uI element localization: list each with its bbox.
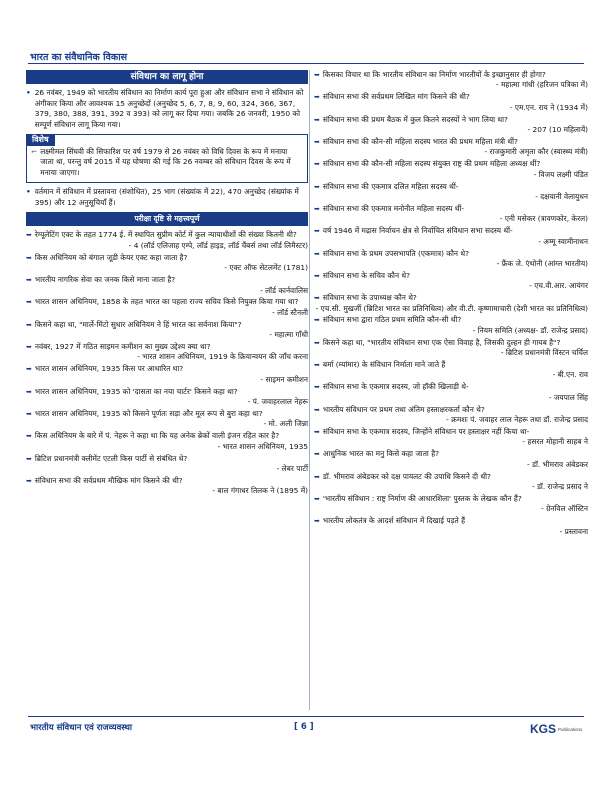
question-arrow-icon: ➥: [314, 383, 320, 392]
qa-item: [314, 226, 588, 247]
question-arrow-icon: ➥: [314, 93, 320, 102]
question-text: संविधान सभा के एकमात्र सदस्य, जो हॉकी खिलाड़ी थे-: [322, 382, 469, 392]
answer-text: - एच.वी.आर. आयंगर: [529, 281, 588, 291]
logo-subtext: Publications: [558, 726, 583, 732]
qa-item: [314, 405, 588, 426]
qa-item: [314, 137, 588, 158]
question-arrow-icon: ➥: [314, 450, 320, 459]
question: [26, 364, 308, 374]
answer-text: - ग्रेनविल ऑस्टिन: [541, 504, 588, 514]
question: [314, 271, 588, 281]
question-arrow-icon: ➥: [314, 361, 320, 370]
question-arrow-icon: ➥: [26, 298, 32, 307]
question-arrow-icon: ➥: [314, 160, 320, 169]
question: [26, 297, 308, 307]
question-text: भारतीय संविधान पर प्रथम तथा अंतिम हस्ताक्षरकर्ता कौन थे?: [322, 404, 485, 414]
question-arrow-icon: ➥: [26, 320, 32, 329]
question-text: किसने कहा था, "भारतीय संविधान सभा एक ऐसा विवाह है, जिसकी दुल्हन ही गायब है"?: [322, 337, 561, 347]
question-text: संविधान सभा के सचिव कौन थे?: [322, 270, 411, 280]
question-arrow-icon: ➥: [26, 387, 32, 396]
question-arrow-icon: ➥: [314, 405, 320, 414]
question: [314, 360, 588, 370]
question-arrow-icon: ➥: [314, 271, 320, 280]
question: [314, 293, 588, 303]
qa-item: [314, 92, 588, 113]
qa-item: [314, 494, 588, 515]
section-title: संविधान का लागू होना: [26, 70, 308, 84]
qa-item: [314, 293, 588, 314]
question-arrow-icon: ➥: [314, 428, 320, 436]
qa-item: [26, 230, 308, 251]
answer-text: - महात्मा गांधी (हरिजन पत्रिका में): [495, 80, 588, 90]
qa-item: [314, 427, 588, 448]
exam-section-title: परीक्षा दृष्टि से महत्त्वपूर्ण: [26, 212, 308, 226]
qa-item: [314, 449, 588, 470]
question: [314, 70, 588, 80]
question-arrow-icon: ➥: [26, 253, 32, 262]
answer-text: - दक्षयानी वेलायुधन: [535, 191, 588, 201]
answer-text: - भारत शासन अधिनियम, 1919 के क्रियान्वयन की जाँच करना: [137, 352, 308, 362]
question-arrow-icon: ➥: [26, 276, 32, 285]
question-text: संविधान सभा की सर्वप्रथम मौखिक मांग किसने की थी?: [34, 475, 183, 485]
question-arrow-icon: ➥: [314, 494, 320, 503]
running-header: भारत का संवैधानिक विकास: [30, 52, 128, 63]
qa-item: [314, 159, 588, 180]
answer-text: - एम.एन. राय ने (1934 में): [509, 102, 588, 112]
footer-rule: [28, 716, 584, 717]
qa-item: [26, 387, 308, 408]
qa-item: [26, 409, 308, 430]
answer-text: - क्रमशः पं. जवाहर लाल नेहरू तथा डॉ. राजेन्द्र प्रसाद: [446, 415, 588, 425]
question-text: संविधान सभा की प्रथम बैठक में कुल कितने सदस्यों ने भाग लिया था?: [322, 114, 508, 124]
bullet-paragraph: [26, 187, 308, 208]
special-box: [26, 134, 308, 183]
question-text: भारत शासन अधिनियम, 1858 के तहत भारत का पहला राज्य सचिव किसे नियुक्त किया गया था?: [34, 297, 299, 307]
column-divider: [309, 70, 310, 710]
question-arrow-icon: ➥: [314, 338, 320, 347]
answer-text: - एच.सी. मुखर्जी (ब्रिटिश भारत का प्रतिनिधित्व) और वी.टी. कृष्णामाचारी (देशी भारत का प्रतिनिधित्व): [315, 303, 588, 313]
question-text: किसका विचार था कि भारतीय संविधान का निर्माण भारतीयों के इच्छानुसार ही होगा?: [322, 70, 546, 79]
question-arrow-icon: ➥: [26, 365, 32, 374]
answer-text: - बी.एन. राव: [552, 370, 588, 380]
question-arrow-icon: ➥: [314, 71, 320, 79]
question-text: किसने कहा था, "मार्ले-मिंटो सुधार अधिनियम ने हिं भारत का सर्वनाश किया"?: [34, 319, 242, 329]
question-text: भारत शासन अधिनियम, 1935 किस पर आधारित था?: [34, 364, 184, 374]
qa-item: [26, 253, 308, 274]
question-text: किस अधिनियम को बंगाल जूडी केयर एक्ट कहा जाता है?: [34, 252, 188, 262]
question-text: संविधान सभा के एकमात्र सदस्य, जिन्होंने संविधान पर हस्ताक्षर नहीं किया था-: [322, 427, 530, 436]
right-column: [314, 70, 588, 539]
qa-item: [26, 342, 308, 363]
qa-item: [26, 476, 308, 497]
question-list: [314, 70, 588, 537]
question: [26, 454, 308, 464]
question-arrow-icon: ➥: [314, 316, 320, 325]
question-text: रेग्यूलेटिंग एक्ट के तहत 1774 ई. में स्थापित सुप्रीम कोर्ट में कुल न्यायाधीशों की संख्या कितनी थी?: [34, 230, 297, 240]
qa-item: [314, 472, 588, 493]
question-list: [26, 230, 308, 496]
question-text: भारतीय लोकतंत्र के आदर्श संविधान में दिखाई पड़ते हैं: [322, 516, 466, 526]
qa-item: [314, 271, 588, 292]
answer-text: - मो. अली जिन्ना: [263, 419, 308, 429]
question-text: ब्रिटिश प्रधानमंत्री क्लीमेंट एटली किस पार्टी से संबंधित थे?: [34, 453, 188, 463]
answer-text: - लेबर पार्टी: [276, 464, 308, 473]
logo-text: KGS: [530, 722, 557, 736]
qa-item: [314, 182, 588, 203]
qa-item: [26, 364, 308, 385]
qa-item: [26, 454, 308, 475]
left-column: [26, 70, 308, 498]
question: [314, 159, 588, 169]
question: [26, 342, 308, 352]
question-text: संविधान सभा द्वारा गठित प्रथम समिति कौन-सी थी?: [322, 315, 462, 325]
answer-text: - भारत शासन अधिनियम, 1935: [217, 441, 308, 451]
question: [314, 315, 588, 325]
question: [26, 253, 308, 263]
qa-item: [26, 275, 308, 296]
answer-text: - अम्मू स्वामीनाथन: [538, 236, 588, 246]
answer-text: - हसरत मोहानी साहब ने: [522, 437, 588, 447]
answer-text: - बाल गंगाधर तिलक ने (1895 में): [212, 486, 308, 496]
question-text: डॉ. भीमराव अंबेडकर को दक्ष पायलट की उपाधि किसने दी थी?: [322, 471, 491, 481]
question: [314, 405, 588, 415]
bullet-text: 26 नवंबर, 1949 को भारतीय संविधान का निर्माण कार्य पूरा हुआ और संविधान सभा ने संविधान को अंगीकार किया और आवश्यक 15 अनुच्छेदों (अनुच्छेद 5, 6, 7, 8, 9, 60, 324, 366, 367, 379, 380, 388, 391, 392 व 393) को लागू कर दिया गया। जबकि 26 जनवरी, 1950 को सम्पूर्ण संविधान लागू किया गया।: [34, 88, 304, 129]
question: [26, 409, 308, 419]
answer-text: - डॉ. भीमराव अंबेडकर: [526, 459, 588, 469]
question-text: बर्मा (म्यांमार) के संविधान निर्माता माने जाते हैं: [322, 360, 446, 370]
answer-text: - फ्रैंक जे. एंथोनी (आंग्ल भारतीय): [496, 258, 588, 268]
question-text: आधुनिक भारत का मनु किसे कहा जाता है?: [322, 449, 440, 459]
question-text: संविधान सभा की एकमात्र मनोनीत महिला सदस्य थीं-: [322, 203, 465, 213]
answer-text: - 4 (लॉर्ड एलिजाह एम्पे, लॉर्ड हाइड, लॉर्ड चैंबर्स तथा लॉर्ड लिमैस्टर): [128, 240, 308, 250]
qa-item: [26, 320, 308, 341]
question-text: भारत शासन अधिनियम, 1935 को किसने पूर्णतः सड़ा और मूल रूप से बुरा कहा था?: [34, 408, 263, 418]
question-arrow-icon: ➥: [314, 472, 320, 481]
answer-text: - महात्मा गाँधी: [269, 330, 308, 340]
answer-text: - एनी मसेकर (त्रावणकोर, केरल): [499, 214, 588, 224]
question-text: संविधान सभा के उपाध्यक्ष कौन थे?: [322, 293, 417, 303]
question: [314, 427, 588, 437]
question-text: संविधान सभा की एकमात्र दलित महिला सदस्य थीं-: [322, 181, 459, 191]
question: [314, 338, 588, 348]
question-arrow-icon: ➥: [314, 115, 320, 124]
answer-text: - एक्ट ऑफ सेटलमेंट (1781): [224, 263, 308, 273]
question: [314, 182, 588, 192]
answer-text: - जयपाल सिंह: [548, 392, 588, 402]
qa-item: [314, 204, 588, 225]
question-text: वर्ष 1946 में मद्रास निर्वाचन क्षेत्र से निर्वाचित संविधान सभा सदस्य थीं-: [322, 226, 513, 236]
answer-text: - विजय लक्ष्मी पंडित: [533, 169, 588, 179]
question: [26, 431, 308, 441]
bullet-text: वर्तमान में संविधान में प्रस्तावना (संशोधित), 25 भाग (संख्यांक में 22), 470 अनुच्छेद (संख्यांक में 395) और 12 अनुसूचियाँ हैं।: [34, 187, 299, 207]
question-arrow-icon: ➥: [26, 432, 32, 441]
question: [314, 204, 588, 214]
question: [314, 382, 588, 392]
qa-item: [314, 115, 588, 136]
qa-item: [314, 249, 588, 270]
question-text: संविधान सभा की कौन-सी महिला सदस्य भारत की प्रथम महिला मंत्री थीं?: [322, 136, 518, 146]
question-arrow-icon: ➥: [26, 343, 32, 352]
question: [26, 230, 308, 240]
special-label: विशेष: [26, 134, 55, 146]
qa-item: [26, 297, 308, 318]
answer-text: - नियम समिति (अध्यक्ष- डॉ. राजेन्द्र प्रसाद): [472, 325, 588, 335]
question: [26, 387, 308, 397]
header-rule: [28, 63, 584, 64]
question-text: संविधान सभा की कौन-सी महिला सदस्य संयुक्त राष्ट्र की प्रथम महिला अध्यक्ष थीं?: [322, 159, 541, 169]
answer-text: - 207 (10 महिलायें): [527, 125, 588, 135]
question-arrow-icon: ➥: [314, 227, 320, 236]
answer-text: - प्रस्तावना: [559, 526, 588, 536]
qa-item: [26, 431, 308, 452]
question-arrow-icon: ➥: [314, 137, 320, 146]
question-text: संविधान सभा की सर्वप्रथम लिखित मांग किसने की थी?: [322, 92, 470, 102]
special-text: लक्ष्मीमल सिंघवी की सिफारिश पर वर्ष 1979 से 26 नवंबर को विधि दिवस के रूप में मनाया जाता था, परन्तु वर्ष 2015 में यह घोषणा की गई कि 26 नवम्बर को संविधान दिवस के रूप में मनाया जाएगा।: [40, 147, 291, 177]
question: [314, 472, 588, 482]
page-number: [ 6 ]: [294, 722, 314, 732]
question-arrow-icon: ➥: [314, 249, 320, 258]
question: [314, 516, 588, 526]
answer-text: - लॉर्ड कार्नवालिस: [260, 285, 308, 295]
qa-item: [314, 338, 588, 359]
question: [314, 115, 588, 125]
question-text: किस अधिनियम के बारे में पं. नेहरू ने कहा था कि यह अनेक ब्रेकों वाली इंजन रहित कार है?: [34, 431, 280, 441]
question-arrow-icon: ➥: [26, 454, 32, 463]
question-text: संविधान सभा के प्रथम उपसभापति (एकमात्र) कौन थे?: [322, 248, 469, 258]
answer-text: - लॉर्ड स्टैनली: [272, 307, 308, 317]
question-arrow-icon: ➥: [26, 231, 32, 240]
arrow-icon: ⌐: [31, 147, 38, 157]
qa-item: [314, 360, 588, 381]
footer-book-title: भारतीय संविधान एवं राजव्यवस्था: [30, 723, 133, 733]
qa-item: [314, 315, 588, 336]
question-arrow-icon: ➥: [26, 476, 32, 485]
question-arrow-icon: ➥: [314, 204, 320, 213]
answer-text: - साइमन कमीशन: [260, 374, 308, 384]
question-arrow-icon: ➥: [26, 409, 32, 418]
question-text: 'भारतीय संविधान : राष्ट्र निर्माण की आधारशिला' पुस्तक के लेखक कौन हैं?: [322, 493, 522, 503]
question-text: नवंबर, 1927 में गठित साइमन कमीशन का मुख्य उद्देश्य क्या था?: [34, 342, 211, 352]
qa-item: [314, 516, 588, 537]
question: [26, 476, 308, 486]
question: [314, 449, 588, 459]
qa-item: [314, 70, 588, 91]
question: [26, 275, 308, 285]
question-arrow-icon: ➥: [314, 294, 320, 303]
question: [314, 249, 588, 259]
question-arrow-icon: ➥: [314, 517, 320, 526]
qa-item: [314, 382, 588, 403]
answer-text: - ब्रिटिश प्रधानमंत्री विंस्टन चर्चिल: [500, 348, 588, 358]
answer-text: - पं. जवाहरलाल नेहरू: [247, 397, 308, 407]
answer-text: - डॉ. राजेन्द्र प्रसाद ने: [531, 482, 588, 492]
bullet-paragraph: [26, 88, 308, 130]
bullet-icon: •: [26, 187, 31, 197]
publisher-logo: [530, 716, 586, 742]
question: [314, 92, 588, 102]
question: [314, 494, 588, 504]
question-text: भारत शासन अधिनियम, 1935 को 'दासता का नया चार्टर' किसने कहा था?: [34, 386, 238, 396]
question: [26, 320, 308, 330]
bullet-icon: •: [26, 88, 31, 98]
answer-text: - राजकुमारी अमृता कौर (स्वास्थ्य मंत्री): [484, 147, 588, 157]
question: [314, 137, 588, 147]
question: [314, 226, 588, 236]
question-text: भारतीय नागरिक सेवा का जनक किसे माना जाता है?: [34, 275, 176, 285]
question-arrow-icon: ➥: [314, 182, 320, 191]
